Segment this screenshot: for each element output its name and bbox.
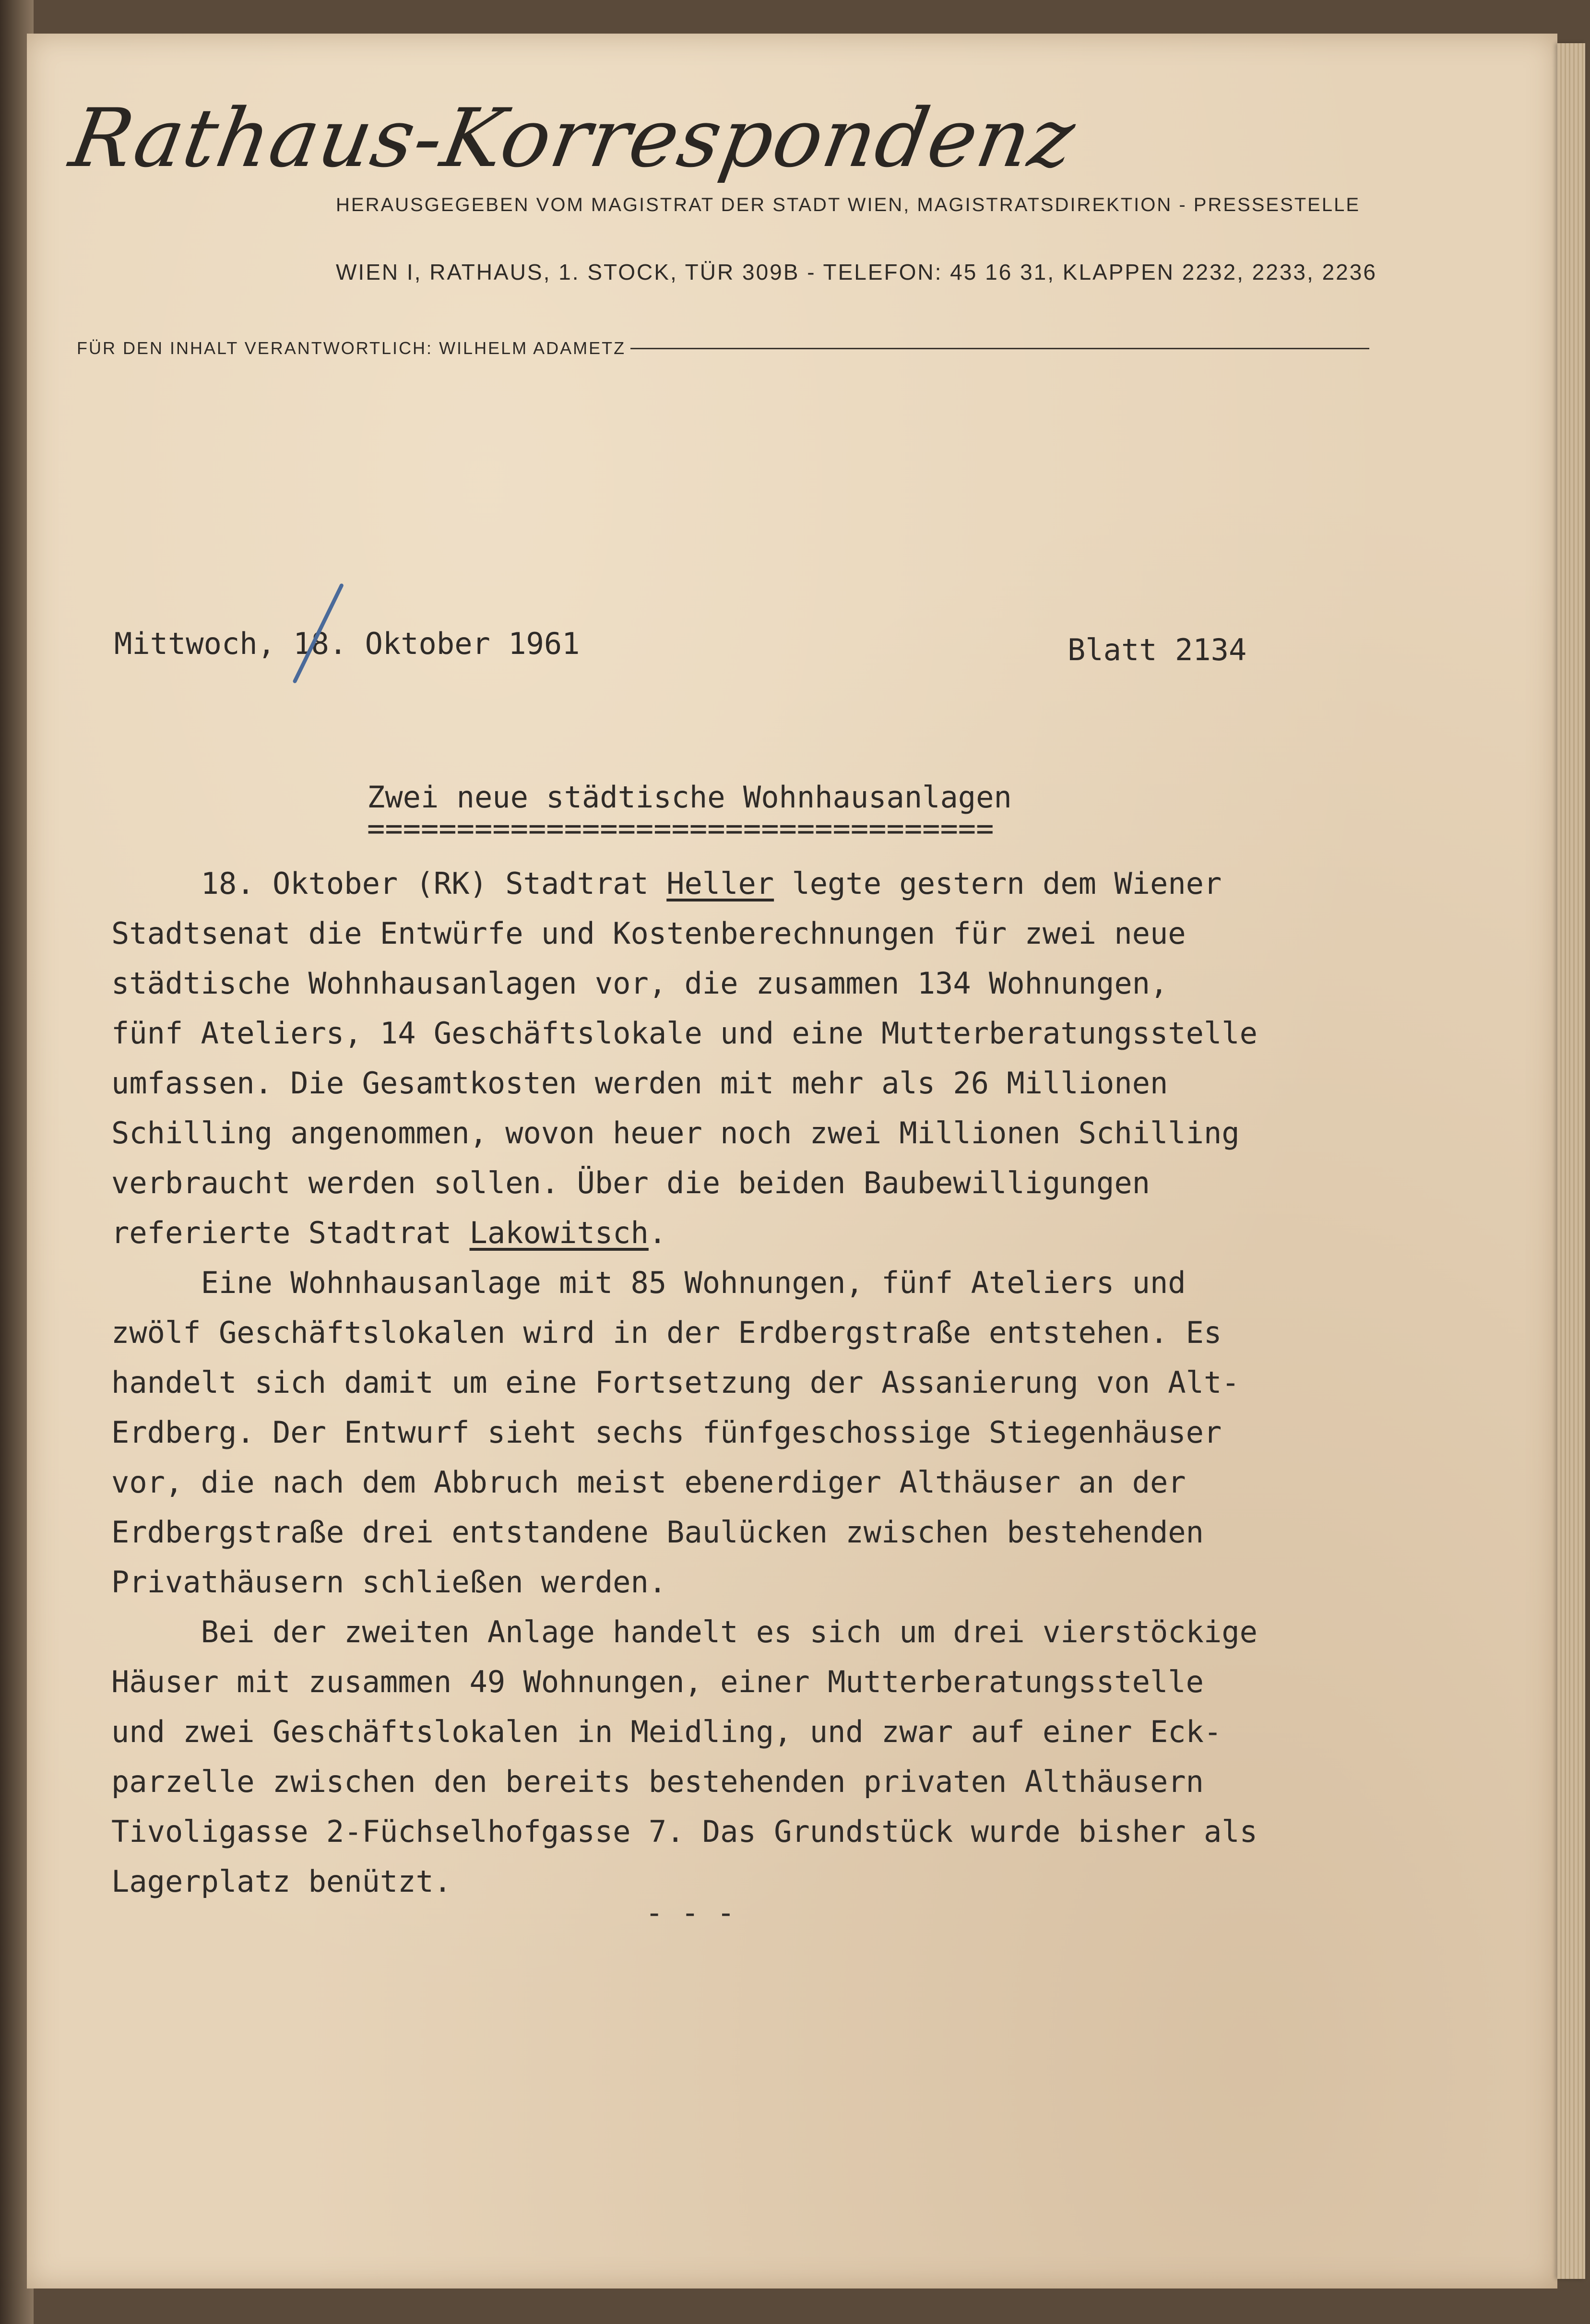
page-stack-edge <box>1557 43 1585 2279</box>
heading-double-rule: =================================== <box>367 811 994 846</box>
dateline: Mittwoch, 18. Oktober 1961 <box>114 626 580 661</box>
masthead-title: Rathaus-Korrespondenz <box>63 91 1082 185</box>
sheet-number: Blatt 2134 <box>1068 632 1247 667</box>
responsible-editor-line <box>77 338 1369 358</box>
underlined-name-heller: Heller <box>666 866 774 901</box>
underlined-name-lakowitsch: Lakowitsch <box>469 1215 649 1250</box>
paragraph-1-part: 18. Oktober (RK) Stadtrat <box>111 866 667 901</box>
responsible-editor-text: FÜR DEN INHALT VERANTWORTLICH: WILHELM ADAMETZ <box>77 338 626 358</box>
paragraph-3: Bei der zweiten Anlage handelt es sich um drei vierstöckige Häuser mit zusammen 49 Wohnungen, einer Mutterberatungsstelle und zwei Geschäftslokalen in Meidling, und zwar auf einer Eck- parzelle zwischen den bereits bestehenden privaten Althäusern Tivoligasse 2-Füchselhofgasse 7. Das Grundstück wurde bisher als Lagerplatz benützt. <box>111 1614 1258 1899</box>
end-mark: - - - <box>645 1895 735 1930</box>
masthead-publisher-line: HERAUSGEGEBEN VOM MAGISTRAT DER STADT WIEN, MAGISTRATSDIREKTION - PRESSESTELLE <box>336 194 1361 215</box>
article-body <box>111 859 1407 1907</box>
paragraph-1-part: legte gestern dem Wiener Stadtsenat die Entwürfe und Kostenberechnungen für zwei neue städtische Wohnhausanlagen vor, die zusammen 134 Wohnungen, fünf Ateliers, 14 Geschäftslokale und eine Mutterberatungsstelle umfassen. Die Gesamtkosten werden mit mehr als 26 Millionen Schilling angenommen, wovon heuer noch zwei Millionen Schilling verbraucht werden sollen. Über die beiden Baubewilligungen referierte Stadtrat <box>111 866 1258 1250</box>
article-heading: Zwei neue städtische Wohnhausanlagen <box>367 780 1012 815</box>
masthead-address-line: WIEN I, RATHAUS, 1. STOCK, TÜR 309B - TELEFON: 45 16 31, KLAPPEN 2232, 2233, 2236 <box>336 260 1377 285</box>
paragraph-1-part: . <box>648 1215 667 1250</box>
paragraph-1 <box>111 859 1407 1258</box>
masthead-rule <box>630 348 1369 349</box>
paragraph-2: Eine Wohnhausanlage mit 85 Wohnungen, fünf Ateliers und zwölf Geschäftslokalen wird in der Erdbergstraße entstehen. Es handelt sich damit um eine Fortsetzung der Assanierung von Alt- Erdberg. Der Entwurf sieht sechs fünfgeschossige Stiegenhäuser vor, die nach dem Abbruch meist ebenerdiger Althäuser an der Erdbergstraße drei entstandene Baulücken zwischen bestehenden Privathäusern schließen werden. <box>111 1265 1240 1600</box>
